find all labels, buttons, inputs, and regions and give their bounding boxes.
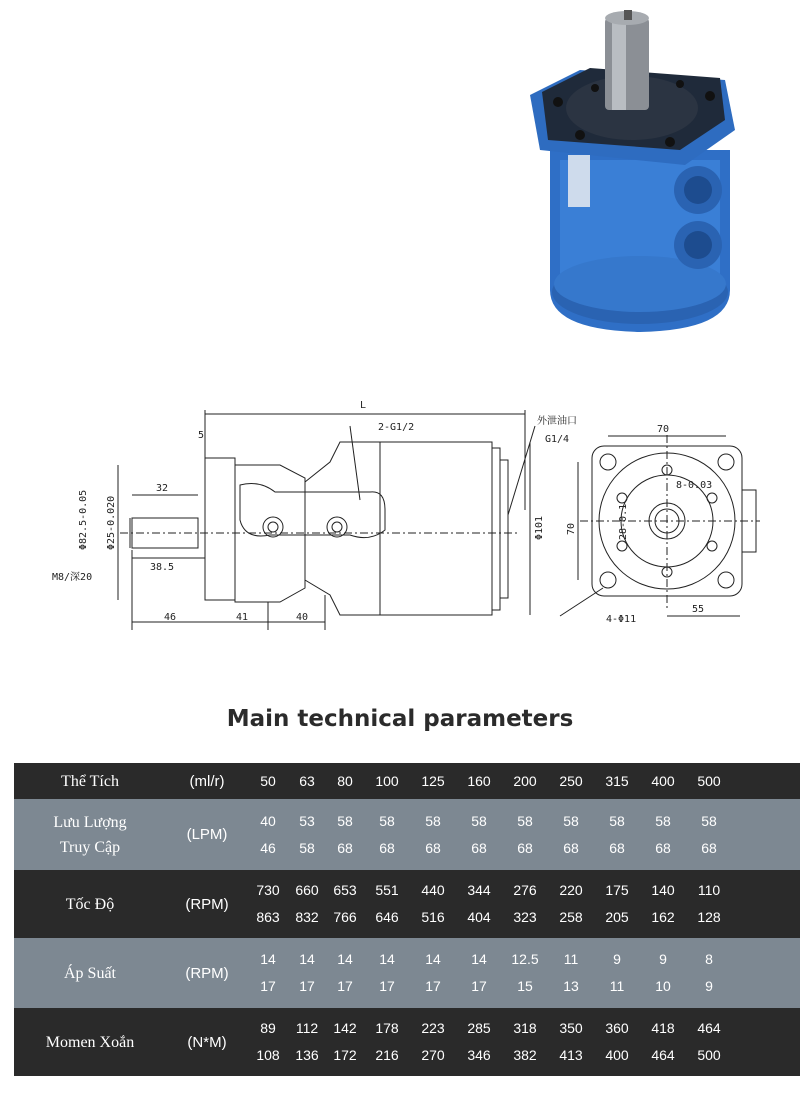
table-row — [14, 1008, 800, 1076]
value-cell — [640, 1008, 686, 1076]
value-line: 17 — [299, 978, 315, 994]
value-line: 68 — [609, 839, 625, 856]
value-cell — [326, 799, 364, 870]
value-cell — [686, 870, 732, 938]
value-cell — [288, 870, 326, 938]
value-cell — [640, 763, 686, 799]
value-line: 285 — [467, 1020, 491, 1036]
dim-41: 41 — [236, 612, 249, 623]
value-cell — [548, 938, 594, 1008]
row-label-line: Lưu Lượng — [53, 813, 127, 831]
value-cell — [456, 938, 502, 1008]
value-line: 12.5 — [511, 951, 539, 967]
value-line: 14 — [299, 951, 315, 967]
value-cell — [410, 763, 456, 799]
value-cell — [548, 1008, 594, 1076]
row-label — [14, 763, 166, 799]
dim-dia-101: Φ101 — [534, 515, 545, 540]
value-line: 46 — [260, 839, 276, 856]
value-cell — [326, 763, 364, 799]
row-unit: (RPM) — [166, 938, 248, 1008]
value-line: 178 — [375, 1020, 399, 1036]
value-line: 58 — [337, 812, 353, 829]
value-cell — [686, 938, 732, 1008]
row-padding — [732, 938, 800, 1008]
value-cell — [410, 1008, 456, 1076]
value-line: 11 — [609, 978, 625, 994]
dimension-drawing — [40, 390, 780, 650]
value-line: 17 — [337, 978, 353, 994]
value-line: 832 — [295, 909, 319, 925]
row-padding — [732, 799, 800, 870]
row-label — [14, 870, 166, 938]
value-cell — [248, 1008, 288, 1076]
table-row — [14, 938, 800, 1008]
dim-5: 5 — [198, 430, 205, 441]
row-label-line: Truy Cập — [59, 838, 121, 856]
value-cell — [594, 1008, 640, 1076]
row-padding — [732, 870, 800, 938]
value-cell — [594, 938, 640, 1008]
value-line: 10 — [655, 978, 671, 994]
value-cell — [288, 763, 326, 799]
value-line: 58 — [655, 812, 671, 829]
value-cell — [456, 1008, 502, 1076]
row-unit: (LPM) — [166, 799, 248, 870]
value-line: 136 — [295, 1047, 319, 1063]
value-line: 9 — [659, 951, 667, 967]
value-line: 15 — [517, 978, 533, 994]
value-cell — [248, 799, 288, 870]
value-line: 660 — [295, 882, 319, 898]
value-cell — [364, 870, 410, 938]
dim-dia-25: Φ25-0.020 — [106, 495, 117, 550]
value-line: 346 — [467, 1047, 491, 1063]
value-line: 17 — [471, 978, 487, 994]
dim-40: 40 — [296, 612, 309, 623]
value-cell — [548, 799, 594, 870]
row-label-line: Tốc Độ — [65, 895, 115, 913]
value-cell — [326, 1008, 364, 1076]
value-cell — [364, 799, 410, 870]
value-line: 172 — [333, 1047, 357, 1063]
value-line: 360 — [605, 1020, 629, 1036]
value-line: 58 — [609, 812, 625, 829]
value-line: 14 — [425, 951, 441, 967]
value-line: 200 — [513, 772, 537, 789]
value-line: 14 — [337, 951, 353, 967]
value-line: 68 — [471, 839, 487, 856]
value-line: 140 — [651, 882, 675, 898]
row-label-line: Thể Tích — [61, 772, 119, 790]
value-cell — [548, 763, 594, 799]
value-line: 68 — [655, 839, 671, 856]
value-line: 17 — [260, 978, 276, 994]
value-cell — [502, 763, 548, 799]
row-padding — [732, 1008, 800, 1076]
value-line: 68 — [701, 839, 717, 856]
value-line: 730 — [256, 882, 280, 898]
value-cell — [364, 938, 410, 1008]
dim-l: L — [360, 400, 367, 411]
value-line: 58 — [517, 812, 533, 829]
value-cell — [548, 870, 594, 938]
value-line: 58 — [563, 812, 579, 829]
value-line: 40 — [260, 812, 276, 829]
value-line: 14 — [379, 951, 395, 967]
value-cell — [288, 1008, 326, 1076]
value-line: 344 — [467, 882, 491, 898]
dim-holes: 4-Φ11 — [606, 614, 637, 625]
value-line: 223 — [421, 1020, 445, 1036]
value-line: 400 — [605, 1047, 629, 1063]
value-line: 68 — [517, 839, 533, 856]
value-cell — [456, 870, 502, 938]
value-cell — [326, 870, 364, 938]
value-line: 400 — [651, 772, 675, 789]
thread-label: M8/深20 — [52, 572, 93, 583]
row-label — [14, 1008, 166, 1076]
value-line: 464 — [651, 1047, 675, 1063]
value-line: 382 — [513, 1047, 537, 1063]
value-line: 11 — [563, 951, 579, 967]
value-cell — [502, 1008, 548, 1076]
value-cell — [686, 799, 732, 870]
hydraulic-motor-photo — [520, 0, 760, 350]
value-line: 58 — [701, 812, 717, 829]
value-line: 404 — [467, 909, 491, 925]
value-cell — [640, 799, 686, 870]
value-line: 89 — [260, 1020, 276, 1036]
row-label — [14, 799, 166, 870]
value-line: 9 — [705, 978, 713, 994]
value-line: 160 — [467, 772, 491, 789]
dim-dia-82: Φ82.5-0.05 — [78, 489, 89, 550]
value-cell — [594, 763, 640, 799]
value-cell — [594, 799, 640, 870]
value-cell — [410, 870, 456, 938]
value-cell — [410, 938, 456, 1008]
value-line: 516 — [421, 909, 445, 925]
row-unit: (N*M) — [166, 1008, 248, 1076]
value-line: 350 — [559, 1020, 583, 1036]
value-line: 58 — [299, 839, 315, 856]
value-line: 142 — [333, 1020, 357, 1036]
table-row — [14, 763, 800, 799]
value-line: 68 — [337, 839, 353, 856]
value-line: 110 — [697, 882, 721, 898]
value-cell — [410, 799, 456, 870]
value-line: 50 — [260, 772, 276, 789]
value-cell — [502, 799, 548, 870]
value-line: 63 — [299, 772, 315, 789]
value-line: 9 — [613, 951, 621, 967]
parameters-table — [14, 763, 800, 1076]
dim-32: 32 — [156, 483, 169, 494]
dim-70-side: 70 — [566, 522, 577, 535]
value-cell — [288, 938, 326, 1008]
drain-port-label: G1/4 — [545, 434, 570, 445]
value-line: 464 — [697, 1020, 721, 1036]
value-cell — [248, 763, 288, 799]
value-cell — [364, 763, 410, 799]
value-line: 270 — [421, 1047, 445, 1063]
dim-28: 28-0.1 — [618, 503, 629, 540]
value-line: 323 — [513, 909, 537, 925]
value-line: 14 — [260, 951, 276, 967]
value-line: 646 — [375, 909, 399, 925]
value-line: 58 — [379, 812, 395, 829]
value-cell — [248, 938, 288, 1008]
value-cell — [456, 799, 502, 870]
value-line: 418 — [651, 1020, 675, 1036]
value-line: 413 — [559, 1047, 583, 1063]
value-cell — [640, 938, 686, 1008]
value-line: 205 — [605, 909, 629, 925]
value-line: 68 — [379, 839, 395, 856]
dim-38-5: 38.5 — [150, 562, 175, 573]
value-line: 175 — [605, 882, 629, 898]
value-cell — [326, 938, 364, 1008]
value-line: 863 — [256, 909, 280, 925]
row-label-line: Áp Suất — [64, 964, 116, 982]
dim-70-top: 70 — [657, 424, 670, 435]
value-cell — [456, 763, 502, 799]
value-line: 440 — [421, 882, 445, 898]
value-line: 80 — [337, 772, 353, 789]
value-line: 125 — [421, 772, 445, 789]
value-line: 258 — [559, 909, 583, 925]
row-unit: (RPM) — [166, 870, 248, 938]
value-line: 8 — [705, 951, 713, 967]
value-line: 108 — [256, 1047, 280, 1063]
section-title: Main technical parameters — [226, 706, 574, 732]
value-line: 100 — [375, 772, 399, 789]
value-line: 58 — [425, 812, 441, 829]
value-cell — [686, 763, 732, 799]
table-row — [14, 870, 800, 938]
value-line: 68 — [425, 839, 441, 856]
value-line: 766 — [333, 909, 357, 925]
value-line: 53 — [299, 812, 315, 829]
row-padding — [732, 763, 800, 799]
value-line: 551 — [375, 882, 399, 898]
value-cell — [502, 870, 548, 938]
row-label-line: Momen Xoắn — [45, 1033, 135, 1051]
value-line: 128 — [697, 909, 721, 925]
value-cell — [248, 870, 288, 938]
dim-8: 8-0.03 — [676, 480, 713, 491]
dim-55: 55 — [692, 604, 705, 615]
value-line: 17 — [379, 978, 395, 994]
value-line: 220 — [559, 882, 583, 898]
value-line: 315 — [605, 772, 629, 789]
dim-46: 46 — [164, 612, 177, 623]
value-cell — [640, 870, 686, 938]
port-main-label: 2-G1/2 — [378, 422, 415, 433]
value-line: 14 — [471, 951, 487, 967]
value-line: 500 — [697, 772, 721, 789]
value-line: 58 — [471, 812, 487, 829]
value-line: 653 — [333, 882, 357, 898]
row-unit: (ml/r) — [166, 763, 248, 799]
drain-port-cn-label: 外泄油口 — [537, 416, 577, 427]
value-cell — [502, 938, 548, 1008]
value-cell — [594, 870, 640, 938]
value-line: 250 — [559, 772, 583, 789]
value-line: 276 — [513, 882, 537, 898]
value-line: 500 — [697, 1047, 721, 1063]
row-label — [14, 938, 166, 1008]
table-row — [14, 799, 800, 870]
value-cell — [686, 1008, 732, 1076]
value-line: 162 — [651, 909, 675, 925]
value-cell — [364, 1008, 410, 1076]
value-line: 68 — [563, 839, 579, 856]
value-line: 17 — [425, 978, 441, 994]
value-line: 318 — [513, 1020, 537, 1036]
value-line: 112 — [295, 1020, 319, 1036]
value-cell — [288, 799, 326, 870]
value-line: 216 — [375, 1047, 399, 1063]
value-line: 13 — [563, 978, 579, 994]
